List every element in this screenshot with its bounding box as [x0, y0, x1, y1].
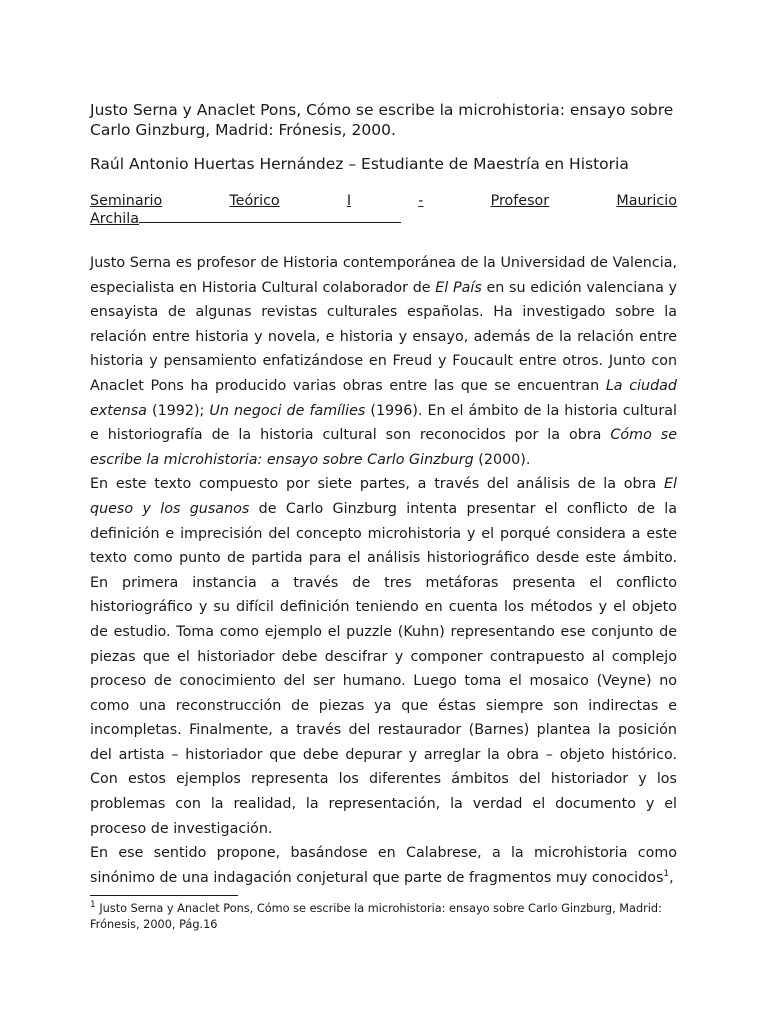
- footnote: [90, 901, 680, 933]
- text-run: En ese sentido propone, basándose en Calabrese, a la microhistoria como sinónimo de una indagación conjetural que parte de fragmentos muy conocidos: [90, 845, 677, 886]
- seminar-line: [90, 192, 677, 228]
- seminar-word: Seminario: [90, 193, 163, 209]
- footnote-ref[interactable]: 1: [663, 869, 670, 880]
- footnote-number: 1: [90, 900, 96, 911]
- text-run: (1992);: [146, 402, 210, 419]
- citation-text: Justo Serna y Anaclet Pons, Cómo se escribe la microhistoria: ensayo sobre Carlo Ginzburg, Madrid: Frónesis, 2000.: [90, 101, 674, 139]
- seminar-words: [90, 192, 677, 210]
- seminar-end-text: Archila: [90, 211, 139, 227]
- author-line: [90, 154, 677, 174]
- italic-run: Un negoci de famílies: [209, 402, 366, 419]
- text-run: Justo Serna es profesor de Historia contemporánea de la Universidad de Valencia, especialista en Historia Cultural colaborador de: [90, 255, 677, 296]
- author-text: Raúl Antonio Huertas Hernández – Estudiante de Maestría en Historia: [90, 155, 629, 173]
- seminar-end: [90, 210, 677, 228]
- text-run: ,: [669, 869, 674, 886]
- italic-run: Cómo se escribe la microhistoria: ensayo sobre Carlo Ginzburg: [90, 427, 678, 468]
- italic-run: El queso y los gusanos: [90, 476, 677, 517]
- paragraph-3: [90, 841, 677, 890]
- text-run: (2000).: [473, 451, 531, 468]
- text-run: En este texto compuesto por siete partes, a través del análisis de la obra: [90, 476, 664, 493]
- footnote-text: Justo Serna y Anaclet Pons, Cómo se escribe la microhistoria: ensayo sobre Carlo Ginzburg, Madrid: Frónesis, 2000, Pág.16: [90, 902, 662, 931]
- italic-run: El País: [435, 279, 482, 296]
- paragraph-2: [90, 472, 677, 841]
- seminar-word: I: [346, 193, 352, 209]
- citation-heading: [90, 100, 677, 140]
- italic-run: La ciudad extensa: [90, 377, 678, 419]
- underline-rule: [139, 221, 401, 223]
- seminar-word: Teórico: [229, 193, 280, 209]
- paragraph-1: [90, 251, 677, 472]
- seminar-word: Profesor: [490, 193, 550, 209]
- seminar-word: Mauricio: [616, 193, 677, 209]
- text-run: (1996). En el ámbito de la historia cultural e historiografía de la historia cultural son reconocidos por la obra: [90, 402, 677, 444]
- text-run: de Carlo Ginzburg intenta presentar el conflicto de la definición e imprecisión del concepto microhistoria y el porqué considera a este texto como punto de partida para el análisis historiográfico desde este ámbito. En primera instancia a través de tres metáforas presenta el conflicto historiográfico y su difícil definición teniendo en cuenta los métodos y el objeto de estudio. Toma como ejemplo el puzzle (Kuhn) representando ese conjunto de piezas que el historiador debe descifrar y componer contrapuesto al complejo proceso de conocimiento del ser humano. Luego toma el mosaico (Veyne) no como una reconstrucción de piezas ya que éstas siempre son indirectas e incompletas. Finalmente, a través del restaurador (Barnes) plantea la posición del artista – historiador que debe depurar y arreglar la obra – objeto histórico. Con estos ejemplos representa los diferentes ámbitos del historiador y los problemas con la realidad, la representación, la verdad el documento y el proceso de investigación.: [90, 500, 677, 837]
- seminar-word: -: [418, 193, 424, 209]
- footnote-separator: [90, 895, 238, 896]
- text-run: en su edición valenciana y ensayista de algunas revistas culturales españolas. Ha investigado sobre la relación entre historia y novela, e historia y ensayo, además de la relación entre historia y pensamiento enfatizándose en Freud y Foucault entre otros. Junto con Anaclet Pons ha producido varias obras entre las que se encuentran: [90, 279, 677, 394]
- body-text: [90, 251, 677, 890]
